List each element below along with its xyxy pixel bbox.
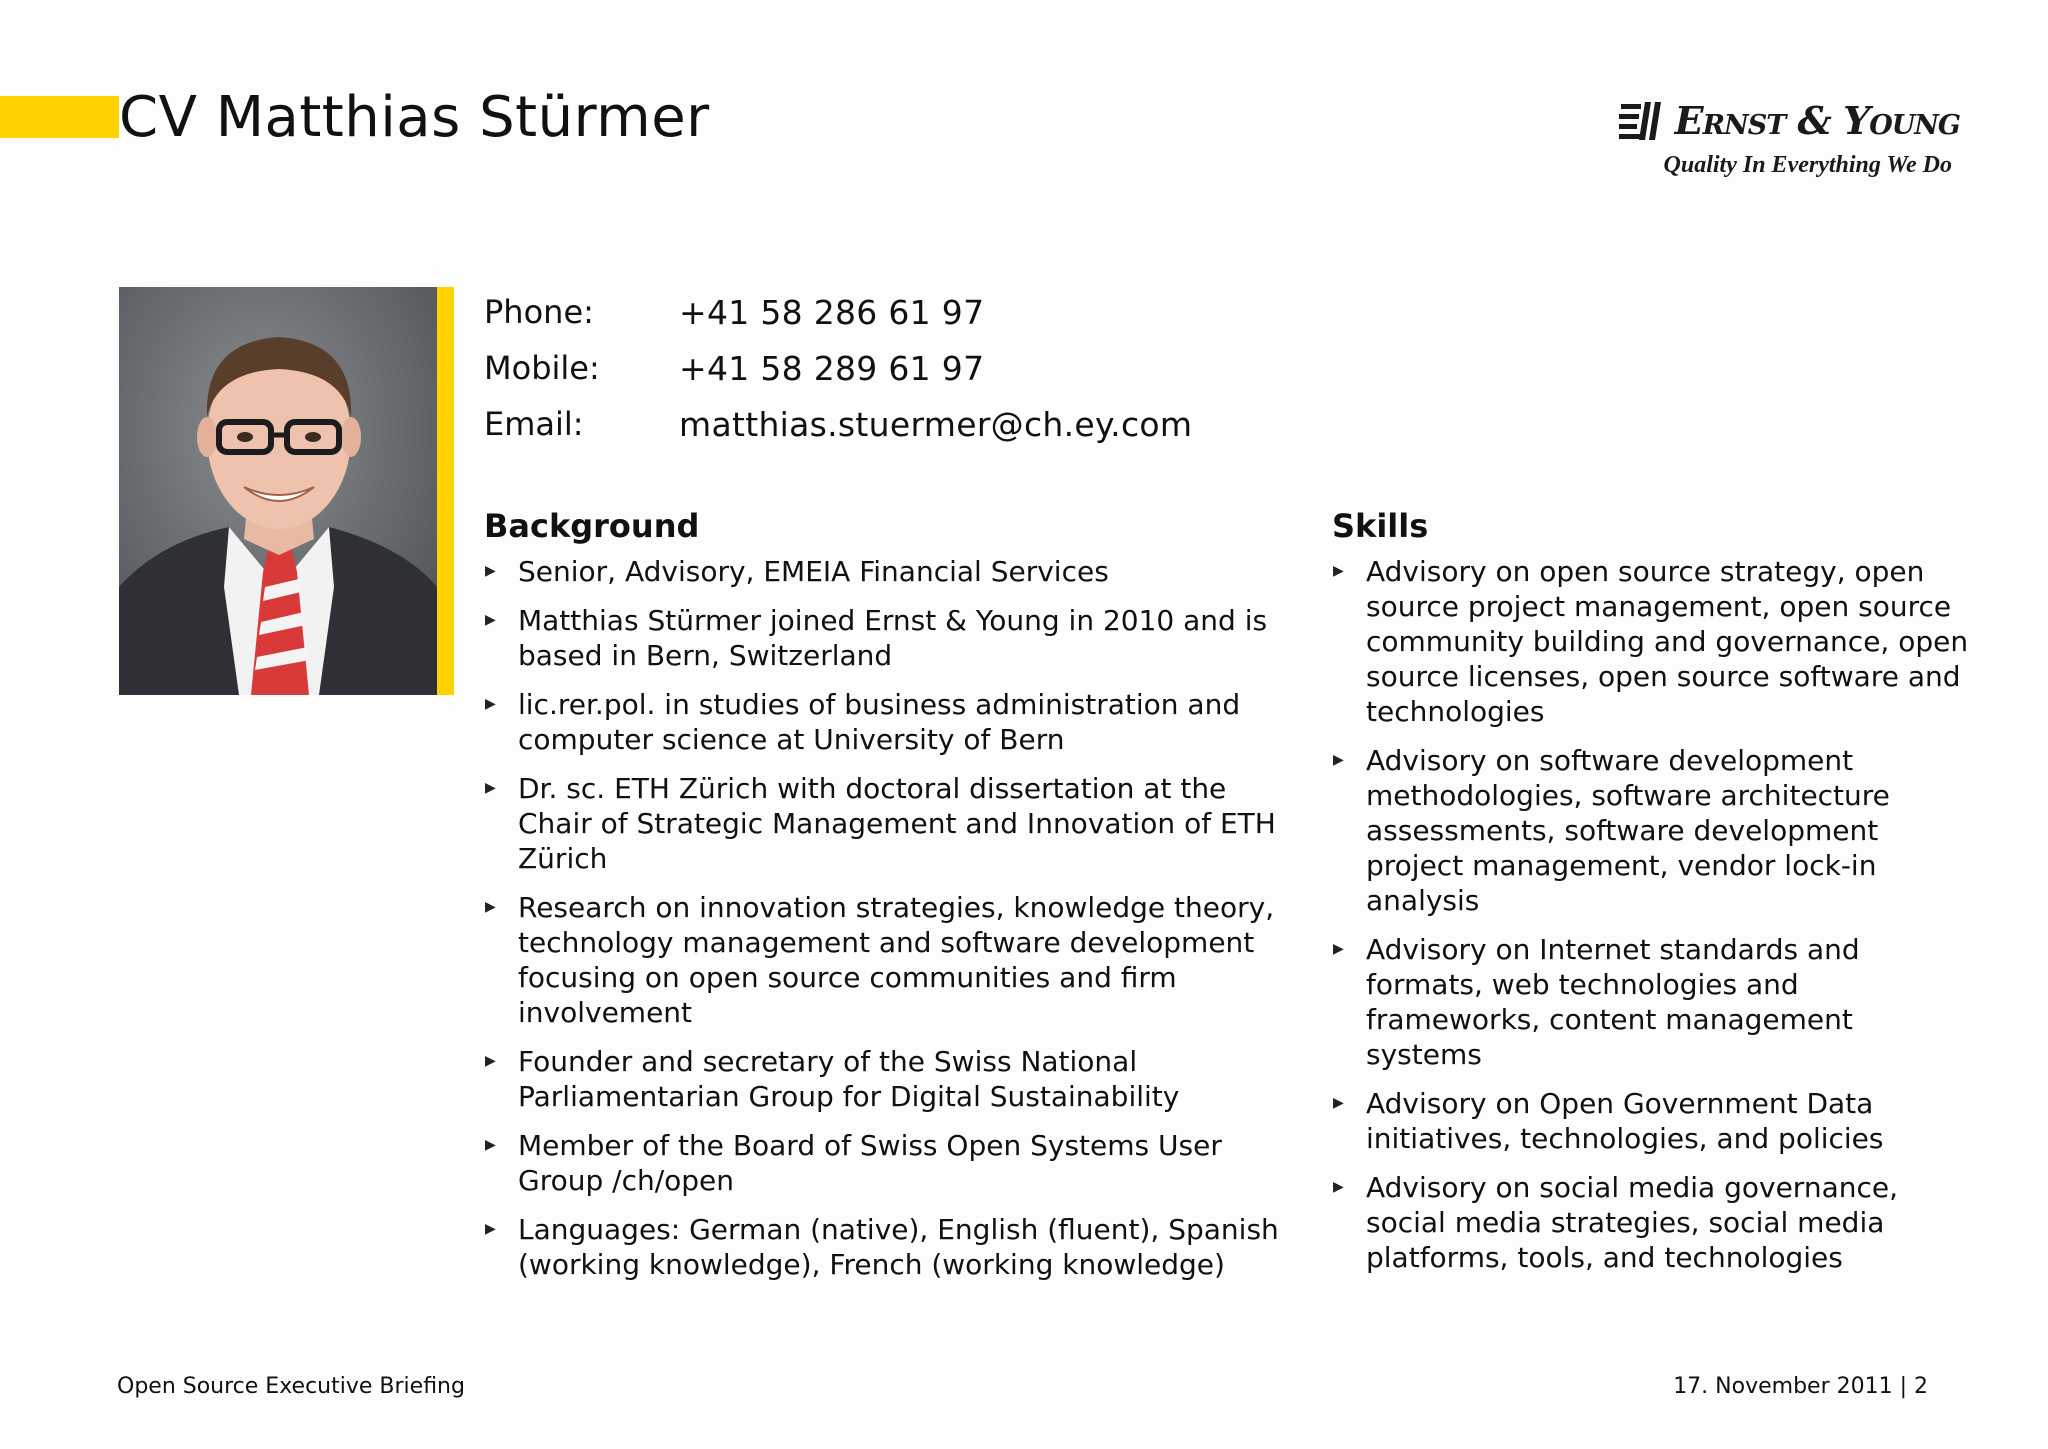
bullet-arrow-icon: ▶ xyxy=(1333,563,1344,579)
list-item: ▶ Advisory on open source strategy, open source project management, open source community building and governance, open source licenses, open source software and technologies xyxy=(1333,555,1969,728)
skills-list xyxy=(1332,554,1972,1275)
list-item: ▶ Founder and secretary of the Swiss National Parliamentarian Group for Digital Sustainability xyxy=(485,1045,1180,1113)
bullet-arrow-icon: ▶ xyxy=(485,612,496,628)
bullet-arrow-icon: ▶ xyxy=(485,563,496,579)
list-item: ▶ Member of the Board of Swiss Open Systems User Group /ch/open xyxy=(485,1129,1222,1197)
list-item: ▶ Dr. sc. ETH Zürich with doctoral dissertation at the Chair of Strategic Management and Innovation of ETH Zürich xyxy=(485,772,1276,875)
bullet-arrow-icon: ▶ xyxy=(485,899,496,915)
background-section xyxy=(484,504,1284,1296)
list-item: ▶ lic.rer.pol. in studies of business administration and computer science at University of Bern xyxy=(485,688,1241,756)
list-item: ▶ Research on innovation strategies, knowledge theory, technology management and software development focusing on open source communities and firm involvement xyxy=(485,891,1275,1029)
skills-heading: Skills xyxy=(1332,507,1429,545)
email-value: matthias.stuermer@ch.ey.com xyxy=(679,404,1193,444)
list-item: ▶ Advisory on Internet standards and formats, web technologies and frameworks, content management systems xyxy=(1333,933,1860,1071)
contact-row-mobile xyxy=(484,340,1284,396)
background-heading: Background xyxy=(484,507,700,545)
skills-section xyxy=(1332,504,1972,1289)
mobile-label: Mobile: xyxy=(484,349,600,387)
ernst-young-logo xyxy=(1590,98,1964,188)
bullet-arrow-icon: ▶ xyxy=(485,696,496,712)
list-item: ▶ Matthias Stürmer joined Ernst & Young in 2010 and is based in Bern, Switzerland xyxy=(485,604,1268,672)
phone-label: Phone: xyxy=(484,293,594,331)
portrait-photo xyxy=(119,287,437,695)
page-title: CV Matthias Stürmer xyxy=(119,85,710,150)
mobile-value: +41 58 289 61 97 xyxy=(679,348,985,388)
phone-value: +41 58 286 61 97 xyxy=(679,292,985,332)
logo-wordmark: Ernst & Young xyxy=(1674,98,1960,143)
list-item: ▶ Advisory on social media governance, social media strategies, social media platforms, tools, and technologies xyxy=(1333,1171,1898,1274)
bullet-arrow-icon: ▶ xyxy=(485,1221,496,1237)
background-list xyxy=(484,554,1284,1282)
contact-row-phone xyxy=(484,284,1284,340)
list-item: ▶ Advisory on software development methodologies, software architecture assessments, software development project management, vendor lock-in analysis xyxy=(1333,744,1890,917)
bullet-arrow-icon: ▶ xyxy=(485,1137,496,1153)
list-item: ▶ Languages: German (native), English (fluent), Spanish (working knowledge), French (working knowledge) xyxy=(485,1213,1279,1281)
bullet-arrow-icon: ▶ xyxy=(1333,941,1344,957)
bullet-arrow-icon: ▶ xyxy=(1333,1095,1344,1111)
footer-presentation-title: Open Source Executive Briefing xyxy=(117,1374,465,1399)
logo-tagline: Quality In Everything We Do xyxy=(1663,152,1952,178)
photo-accent-bar xyxy=(437,287,454,695)
title-accent-bar xyxy=(0,96,119,138)
bullet-arrow-icon: ▶ xyxy=(1333,752,1344,768)
contact-row-email xyxy=(484,396,1284,452)
email-label: Email: xyxy=(484,405,584,443)
list-item: ▶ Advisory on Open Government Data initiatives, technologies, and policies xyxy=(1333,1087,1884,1155)
bullet-arrow-icon: ▶ xyxy=(485,780,496,796)
ey-logo-mark-icon xyxy=(1619,100,1665,142)
bullet-arrow-icon: ▶ xyxy=(1333,1179,1344,1195)
bullet-arrow-icon: ▶ xyxy=(485,1053,496,1069)
footer-date-page: 17. November 2011 | 2 xyxy=(1673,1374,1928,1399)
list-item: ▶ Senior, Advisory, EMEIA Financial Services xyxy=(485,555,1109,588)
contact-block xyxy=(484,284,1284,452)
